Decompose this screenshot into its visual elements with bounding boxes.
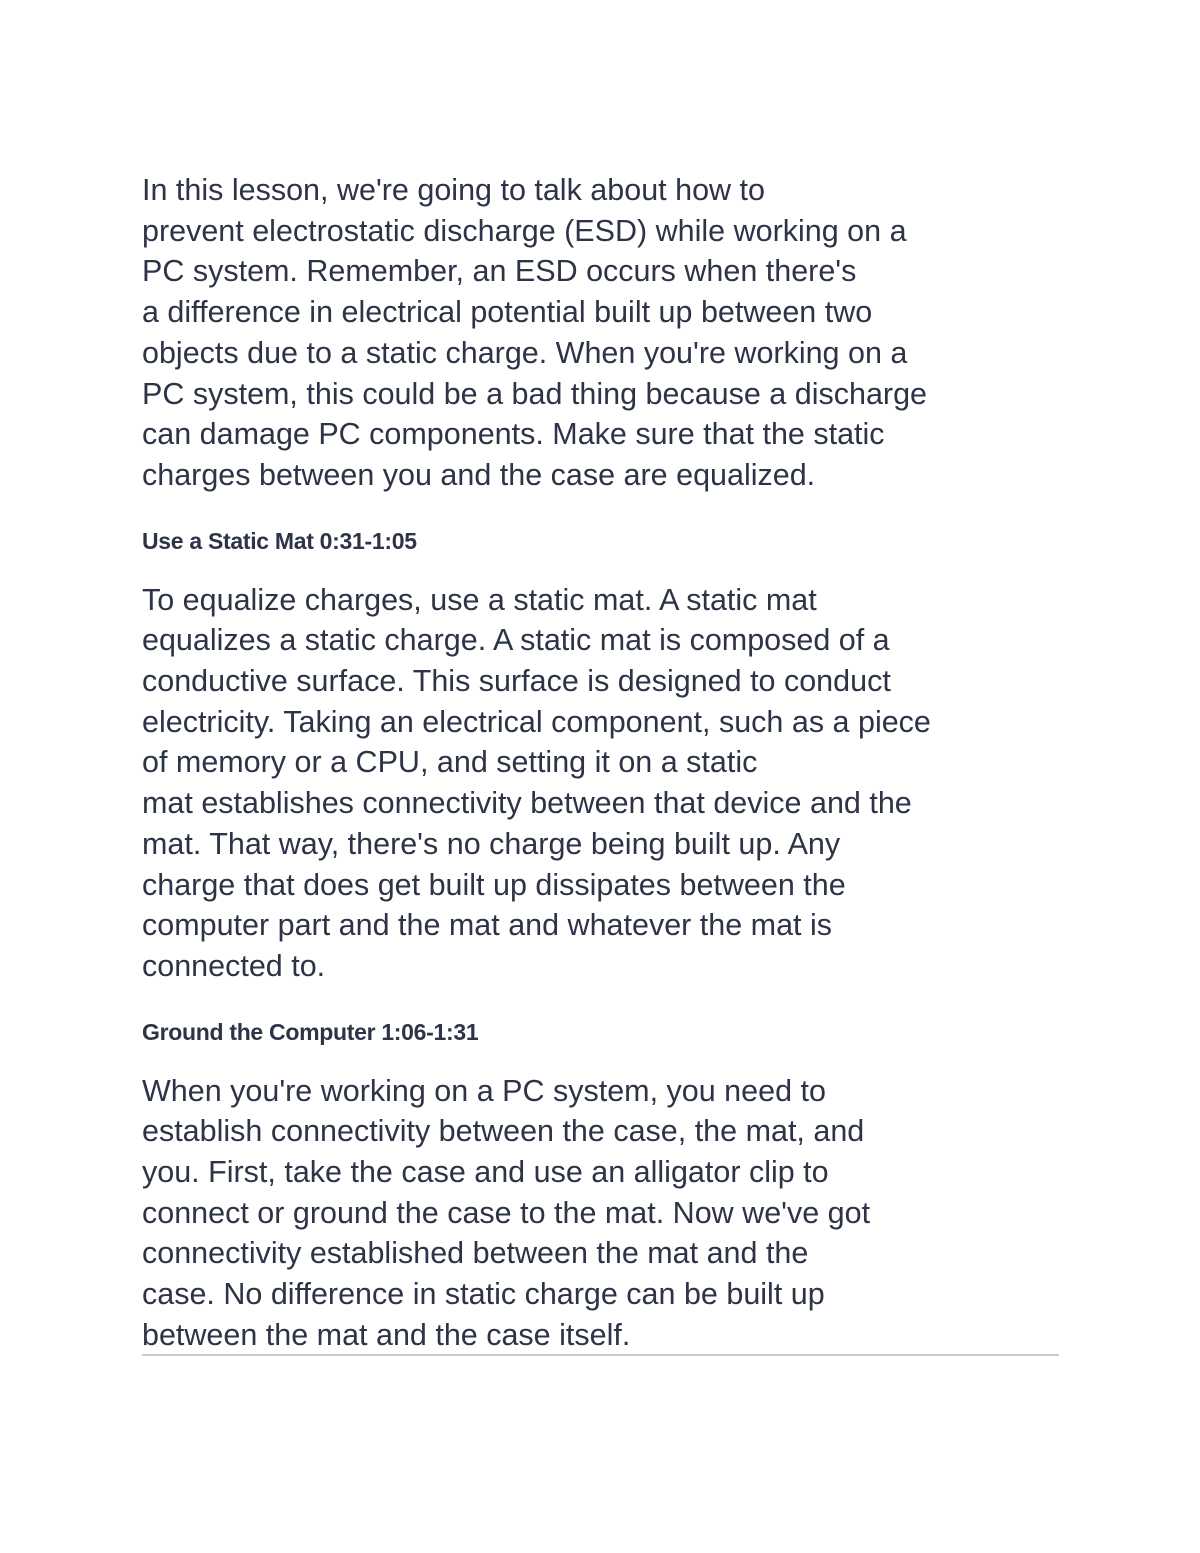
- paragraph-line: connectivity established between the mat and the: [142, 1236, 809, 1271]
- paragraph-line: a difference in electrical potential built up between two: [142, 295, 873, 330]
- section-heading-ground-computer: Ground the Computer 1:06-1:31: [142, 1018, 479, 1045]
- paragraph-line: case. No difference in static charge can be built up: [142, 1277, 825, 1312]
- paragraph-line: equalizes a static charge. A static mat is composed of a: [142, 623, 890, 658]
- paragraph-line: objects due to a static charge. When you're working on a: [142, 335, 908, 370]
- intro-paragraph: [142, 170, 1060, 496]
- paragraph-line: To equalize charges, use a static mat. A static mat: [142, 582, 817, 617]
- horizontal-divider: [142, 1354, 1059, 1356]
- paragraph-line: PC system, this could be a bad thing because a discharge: [142, 376, 927, 411]
- paragraph-line: conductive surface. This surface is designed to conduct: [142, 664, 891, 699]
- paragraph-line: charge that does get built up dissipates between the: [142, 867, 846, 902]
- paragraph-line: prevent electrostatic discharge (ESD) while working on a: [142, 213, 907, 248]
- paragraph-line: mat. That way, there's no charge being built up. Any: [142, 826, 841, 861]
- section-heading-static-mat: Use a Static Mat 0:31-1:05: [142, 527, 417, 554]
- paragraph-line: between the mat and the case itself.: [142, 1317, 631, 1352]
- paragraph-line: of memory or a CPU, and setting it on a static: [142, 745, 758, 780]
- paragraph-line: computer part and the mat and whatever the mat is: [142, 908, 833, 943]
- paragraph-line: connect or ground the case to the mat. Now we've got: [142, 1195, 871, 1230]
- document-page: [142, 170, 1060, 1356]
- static-mat-paragraph: [142, 580, 1060, 987]
- paragraph-line: charges between you and the case are equalized.: [142, 457, 816, 492]
- paragraph-line: mat establishes connectivity between that device and the: [142, 786, 912, 821]
- paragraph-line: electricity. Taking an electrical component, such as a piece: [142, 704, 931, 739]
- paragraph-line: When you're working on a PC system, you need to: [142, 1073, 826, 1108]
- paragraph-line: you. First, take the case and use an alligator clip to: [142, 1155, 829, 1190]
- paragraph-line: can damage PC components. Make sure that the static: [142, 417, 885, 452]
- paragraph-line: connected to.: [142, 948, 326, 983]
- paragraph-line: PC system. Remember, an ESD occurs when there's: [142, 254, 857, 289]
- ground-computer-paragraph: [142, 1071, 1060, 1356]
- paragraph-line: establish connectivity between the case, the mat, and: [142, 1114, 865, 1149]
- paragraph-line: In this lesson, we're going to talk about how to: [142, 173, 765, 207]
